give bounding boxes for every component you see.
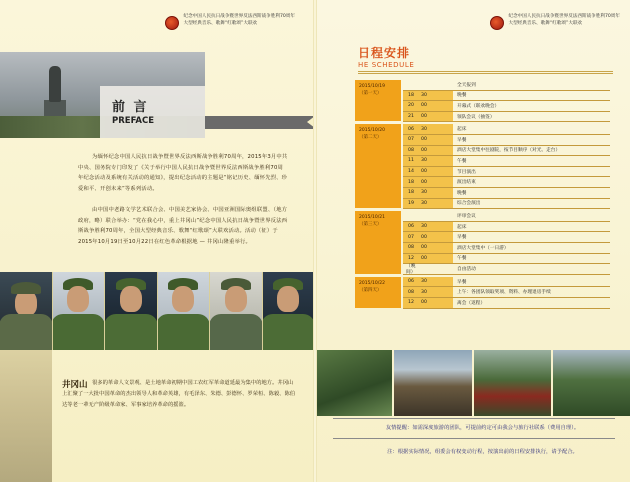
schedule-time xyxy=(403,232,453,242)
time-hour: 14 xyxy=(408,169,414,175)
schedule-time xyxy=(403,91,453,101)
schedule-activity: 晚餐 xyxy=(457,93,467,99)
schedule-activity: 酒店大堂集中（一日游） xyxy=(457,245,509,251)
time-minute: 30 xyxy=(421,279,427,285)
time-hour: 08 xyxy=(408,245,414,251)
schedule-time xyxy=(403,277,453,287)
jinggangshan-text: 很多的革命人文景观、是土地革命初期中国工农红军革命道延最为集中的地方。井冈山上汇聚了一大批中国革命的杰出领导人和革命英雄，有毛泽东、朱德、彭德怀、罗荣桓、陈毅、陈伯达等老一辈无产阶级革命家、军事家培养革命的摇篮。 xyxy=(62,380,296,408)
schedule-time xyxy=(403,146,453,156)
time-minute: 30 xyxy=(421,224,427,230)
emblem-icon xyxy=(165,16,179,30)
time-hour: （晚间） xyxy=(406,263,416,275)
schedule-row xyxy=(403,264,610,275)
portrait-photo xyxy=(0,272,53,350)
schedule-activity: 起床 xyxy=(457,127,467,133)
schedule-time xyxy=(403,243,453,253)
time-hour: 06 xyxy=(408,224,414,230)
header-line1: 纪念中国人民抗日战争暨世界反法西斯战争胜利70周年 xyxy=(183,14,295,19)
scenery-photo xyxy=(474,350,551,416)
friendly-reminder: 友情提醒：如需深度旅游的团队，可提前约定可由我会与旅行社联系（费用自理）。 xyxy=(385,425,580,431)
time-minute: 30 xyxy=(421,126,427,132)
scenery-photo xyxy=(315,350,392,416)
schedule-time xyxy=(403,254,453,264)
schedule-table xyxy=(355,80,610,348)
day-date: 2015/10/21 xyxy=(359,215,385,221)
schedule-time xyxy=(403,177,453,187)
time-hour: 08 xyxy=(408,289,414,295)
schedule-time xyxy=(403,112,453,122)
time-hour: 20 xyxy=(408,103,414,109)
schedule-time xyxy=(403,188,453,198)
time-minute: 30 xyxy=(421,92,427,98)
schedule-activity: 午餐 xyxy=(457,256,467,262)
page-fold xyxy=(313,0,317,482)
schedule-subtitle: HE SCHEDULE xyxy=(358,61,415,69)
day-number: （第二天） xyxy=(359,135,382,141)
divider xyxy=(333,418,615,419)
day-date: 2015/10/20 xyxy=(359,128,385,134)
schedule-activity: 晚餐 xyxy=(457,190,467,196)
time-minute: 00 xyxy=(421,234,427,240)
time-minute: 30 xyxy=(421,200,427,206)
schedule-activity: 全天报到 xyxy=(457,82,476,88)
portrait-photo xyxy=(53,272,106,350)
schedule-time xyxy=(403,199,453,209)
schedule-row xyxy=(403,146,610,157)
right-header xyxy=(490,14,620,30)
schedule-row xyxy=(403,211,610,222)
schedule-row xyxy=(403,222,610,233)
schedule-activity: 领队会议（抽签） xyxy=(457,114,495,120)
time-minute: 30 xyxy=(421,190,427,196)
schedule-row xyxy=(403,112,610,123)
schedule-row xyxy=(403,135,610,146)
day-label xyxy=(355,277,401,308)
schedule-activity: 离会（返程） xyxy=(457,300,486,306)
schedule-time xyxy=(403,264,453,274)
time-minute: 00 xyxy=(421,114,427,120)
divider xyxy=(358,73,613,74)
schedule-row xyxy=(403,199,610,210)
day-date: 2015/10/22 xyxy=(359,280,385,286)
preface-paragraph-2: 由中国中老路文学艺术联合会、中国美艺家协会、中国亚洲国际奥组联盟、（地方政府，略）联合举办：“党在我心中，重上井冈山”纪念中国人民抗日战争暨世界反法西斯战争胜利70周年，全国大型经典音乐、歌舞“红歌颂”大联欢活动。活动（征）于2015年10月19日至10月22日在红色革命根据地 — 井冈山隆重举行。 xyxy=(78,207,288,245)
schedule-time xyxy=(403,287,453,297)
day-number: （第一天） xyxy=(359,91,382,96)
schedule-title: 日程安排 xyxy=(358,46,411,60)
portrait-strip xyxy=(0,272,315,350)
schedule-row xyxy=(403,101,610,112)
schedule-time xyxy=(403,135,453,145)
time-hour: 11 xyxy=(408,158,414,164)
portrait-photo xyxy=(158,272,211,350)
time-minute: 00 xyxy=(421,300,427,306)
schedule-row xyxy=(403,298,610,309)
photo-strip xyxy=(315,350,630,416)
day-label xyxy=(355,211,401,274)
schedule-time xyxy=(403,211,453,221)
day-number: （第四天） xyxy=(359,287,382,293)
emblem-icon xyxy=(490,16,504,30)
schedule-activity: 早餐 xyxy=(457,137,467,143)
schedule-activity: 节目演出 xyxy=(457,169,476,175)
time-minute: 00 xyxy=(421,103,427,109)
schedule-time xyxy=(403,101,453,111)
schedule-row xyxy=(403,287,610,298)
portrait-photo xyxy=(263,272,316,350)
header-line2: 大型经典音乐、歌舞“红歌颂”大联欢 xyxy=(508,20,583,26)
schedule-row xyxy=(403,254,610,265)
time-hour: 06 xyxy=(408,126,414,132)
time-hour: 12 xyxy=(408,300,414,306)
time-hour: 07 xyxy=(408,137,414,143)
right-page xyxy=(315,0,630,482)
scenery-photo xyxy=(553,350,630,416)
schedule-row xyxy=(403,167,610,178)
schedule-activity: 早餐 xyxy=(457,279,467,285)
schedule-activity: 开幕式（联欢晚会） xyxy=(457,103,500,109)
schedule-activity: 酒店大堂集中往剧院，按节目顺序（对光、走台） xyxy=(457,148,561,154)
schedule-activity: 起床 xyxy=(457,224,467,230)
time-minute: 30 xyxy=(421,289,427,295)
schedule-row xyxy=(403,232,610,243)
preface-paragraph-1: 为缅怀纪念中国人民抗日战争暨世界反法西斯战争胜利70周年，2015年3月中共中央、国务院专门印发了《关于举行中国人民抗日战争暨世界反法西斯战争胜利70周年纪念活动及系统有关活动的通知》，提出纪念活动的主题是“铭记历史、缅怀先烈、珍爱和平、开创未来”等系列活动。 xyxy=(78,154,288,192)
time-hour: 12 xyxy=(408,255,414,261)
jinggangshan-background xyxy=(0,350,52,482)
schedule-row xyxy=(403,91,610,102)
schedule-activity: 午餐 xyxy=(457,158,467,164)
time-hour: 18 xyxy=(408,92,414,98)
time-minute: 30 xyxy=(421,158,427,164)
header-line1: 纪念中国人民抗日战争暨世界反法西斯战争胜利70周年 xyxy=(508,14,620,19)
header-line2: 大型经典音乐、歌舞“红歌颂”大联欢 xyxy=(183,20,258,26)
divider xyxy=(333,438,615,439)
left-header xyxy=(165,14,295,30)
schedule-time xyxy=(403,298,453,308)
time-hour: 07 xyxy=(408,234,414,240)
schedule-row xyxy=(403,177,610,188)
day-date: 2015/10/19 xyxy=(359,84,385,89)
time-minute: 00 xyxy=(421,137,427,143)
schedule-time xyxy=(403,167,453,177)
schedule-activity: 上午：各团队领取奖项、资料、办理退房手续 xyxy=(457,290,551,296)
preface-subtitle: PREFACE xyxy=(112,116,155,126)
schedule-row xyxy=(403,124,610,135)
time-hour: 18 xyxy=(408,179,414,185)
time-hour: 08 xyxy=(408,147,414,153)
time-hour: 19 xyxy=(408,200,414,206)
divider xyxy=(358,71,613,72)
schedule-time xyxy=(403,80,453,90)
day-number: （第三天） xyxy=(359,222,382,228)
time-minute: 00 xyxy=(421,147,427,153)
preface-title: 前 言 xyxy=(112,100,149,115)
schedule-time xyxy=(403,222,453,232)
schedule-time xyxy=(403,156,453,166)
schedule-note: 注：根据实际情况，组委会有权变动行程，按演出前的日程安排执行，请予配合。 xyxy=(387,449,578,455)
day-label xyxy=(355,80,401,121)
time-minute: 00 xyxy=(421,255,427,261)
time-hour: 21 xyxy=(408,114,414,120)
day-label xyxy=(355,124,401,208)
scenery-photo xyxy=(394,350,471,416)
schedule-row xyxy=(403,277,610,288)
time-hour: 06 xyxy=(408,279,414,285)
portrait-photo xyxy=(210,272,263,350)
schedule-row xyxy=(403,156,610,167)
time-hour: 18 xyxy=(408,190,414,196)
jinggangshan-title: 井冈山 xyxy=(62,380,88,390)
time-minute: 00 xyxy=(421,169,427,175)
time-minute: 00 xyxy=(421,245,427,251)
time-minute: 00 xyxy=(421,179,427,185)
schedule-row xyxy=(403,80,610,91)
schedule-activity: 自由活动 xyxy=(457,266,476,272)
schedule-activity: 综合会演出 xyxy=(457,201,481,207)
portrait-photo xyxy=(105,272,158,350)
schedule-activity: 演出结束 xyxy=(457,180,476,186)
schedule-activity: 评审会议 xyxy=(457,213,476,219)
schedule-row xyxy=(403,188,610,199)
schedule-row xyxy=(403,243,610,254)
schedule-activity: 早餐 xyxy=(457,235,467,241)
arrow-banner xyxy=(205,116,315,129)
schedule-time xyxy=(403,124,453,134)
